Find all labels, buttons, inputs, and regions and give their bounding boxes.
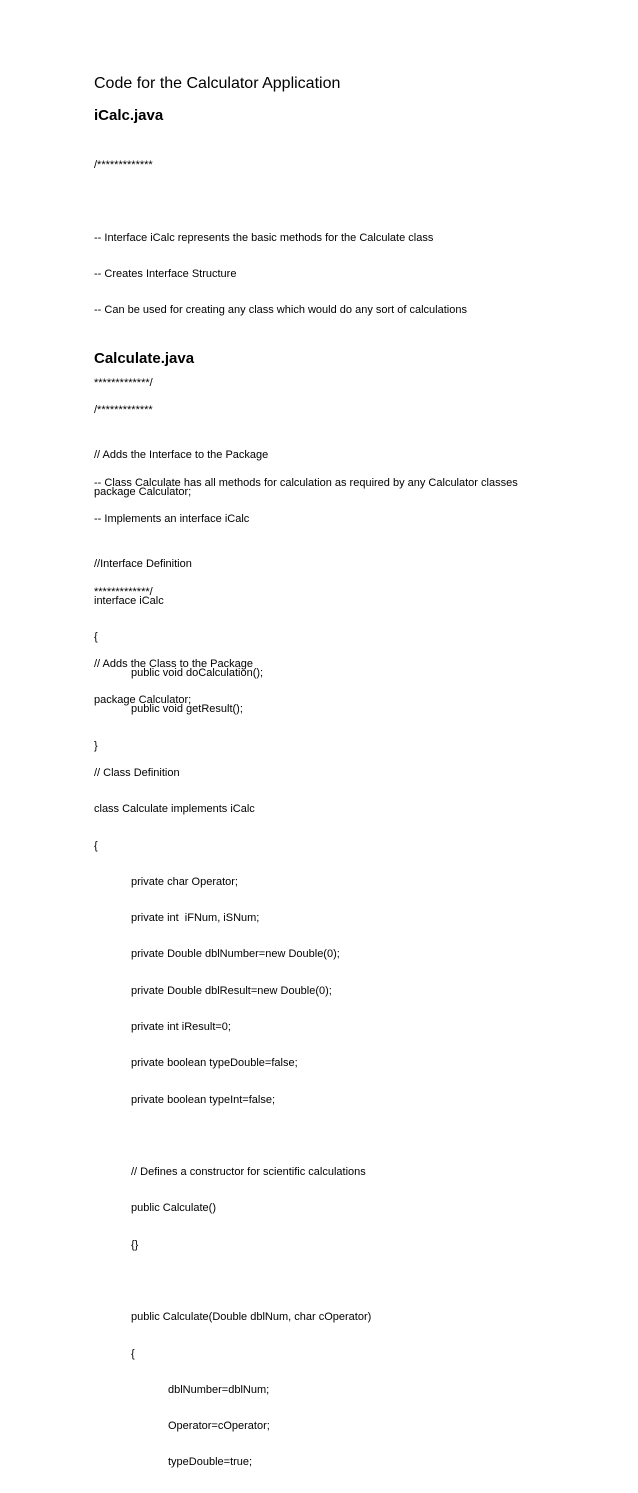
code-line: // Class Definition bbox=[94, 767, 180, 779]
code-line: {} bbox=[131, 1238, 139, 1251]
code-line: Operator=cOperator; bbox=[168, 1420, 270, 1433]
code-line: { bbox=[94, 630, 98, 643]
code-gap bbox=[94, 1130, 518, 1142]
code-line: private Double dblNumber=new Double(0); bbox=[131, 948, 340, 961]
code-line: -- Creates Interface Structure bbox=[94, 268, 237, 281]
code-gap bbox=[94, 1275, 518, 1287]
code-line: *************/ bbox=[94, 376, 153, 389]
code-line: private char Operator; bbox=[131, 875, 238, 888]
code-line: private boolean typeDouble=false; bbox=[131, 1057, 298, 1070]
code-line: /************* bbox=[94, 159, 153, 172]
code-line: -- Interface iCalc represents the basic methods for the Calculate class bbox=[94, 231, 434, 244]
code-line: *************/ bbox=[94, 585, 153, 598]
code-line: public Calculate(Double dblNum, char cOperator) bbox=[131, 1311, 372, 1324]
code-line: // Adds the Interface to the Package bbox=[94, 449, 269, 462]
code-line: -- Class Calculate has all methods for calculation as required by any Calculator classes bbox=[94, 476, 518, 489]
code-line: public void doCalculation(); bbox=[131, 667, 264, 680]
code-line: private Double dblResult=new Double(0); bbox=[131, 984, 332, 997]
code-line: /************* bbox=[94, 404, 153, 417]
code-line: interface iCalc bbox=[94, 594, 164, 607]
code-line: public void getResult(); bbox=[131, 703, 243, 716]
code-line: // Adds the Class to the Package bbox=[94, 658, 253, 671]
document-title: Code for the Calculator Application bbox=[94, 75, 341, 92]
code-line: } bbox=[94, 739, 98, 752]
code-line: package Calculator; bbox=[94, 694, 192, 707]
code-line: { bbox=[94, 839, 98, 852]
code-block-calculate bbox=[94, 380, 518, 1493]
code-line: { bbox=[131, 1347, 135, 1360]
code-gap bbox=[94, 440, 518, 452]
code-gap bbox=[94, 195, 467, 207]
code-line: dblNumber=dblNum; bbox=[168, 1383, 270, 1396]
code-line: -- Can be used for creating any class which would do any sort of calculations bbox=[94, 304, 467, 317]
code-line: //Interface Definition bbox=[94, 558, 192, 571]
code-line: public Calculate() bbox=[131, 1202, 216, 1215]
file-heading-calculate: Calculate.java bbox=[94, 350, 195, 367]
file-heading-icalc: iCalc.java bbox=[94, 107, 164, 124]
code-line: package Calculator; bbox=[94, 485, 192, 498]
code-line: private int iResult=0; bbox=[131, 1020, 231, 1033]
code-gap bbox=[94, 731, 518, 743]
code-line: // Defines a constructor for scientific calculations bbox=[131, 1166, 366, 1179]
code-line: typeDouble=true; bbox=[168, 1456, 253, 1469]
code-line: -- Implements an interface iCalc bbox=[94, 513, 250, 526]
code-line: private int iFNum, iSNum; bbox=[131, 912, 260, 925]
code-gap bbox=[94, 549, 518, 561]
code-line: class Calculate implements iCalc bbox=[94, 803, 255, 816]
code-gap bbox=[94, 622, 518, 634]
code-line: private boolean typeInt=false; bbox=[131, 1093, 276, 1106]
